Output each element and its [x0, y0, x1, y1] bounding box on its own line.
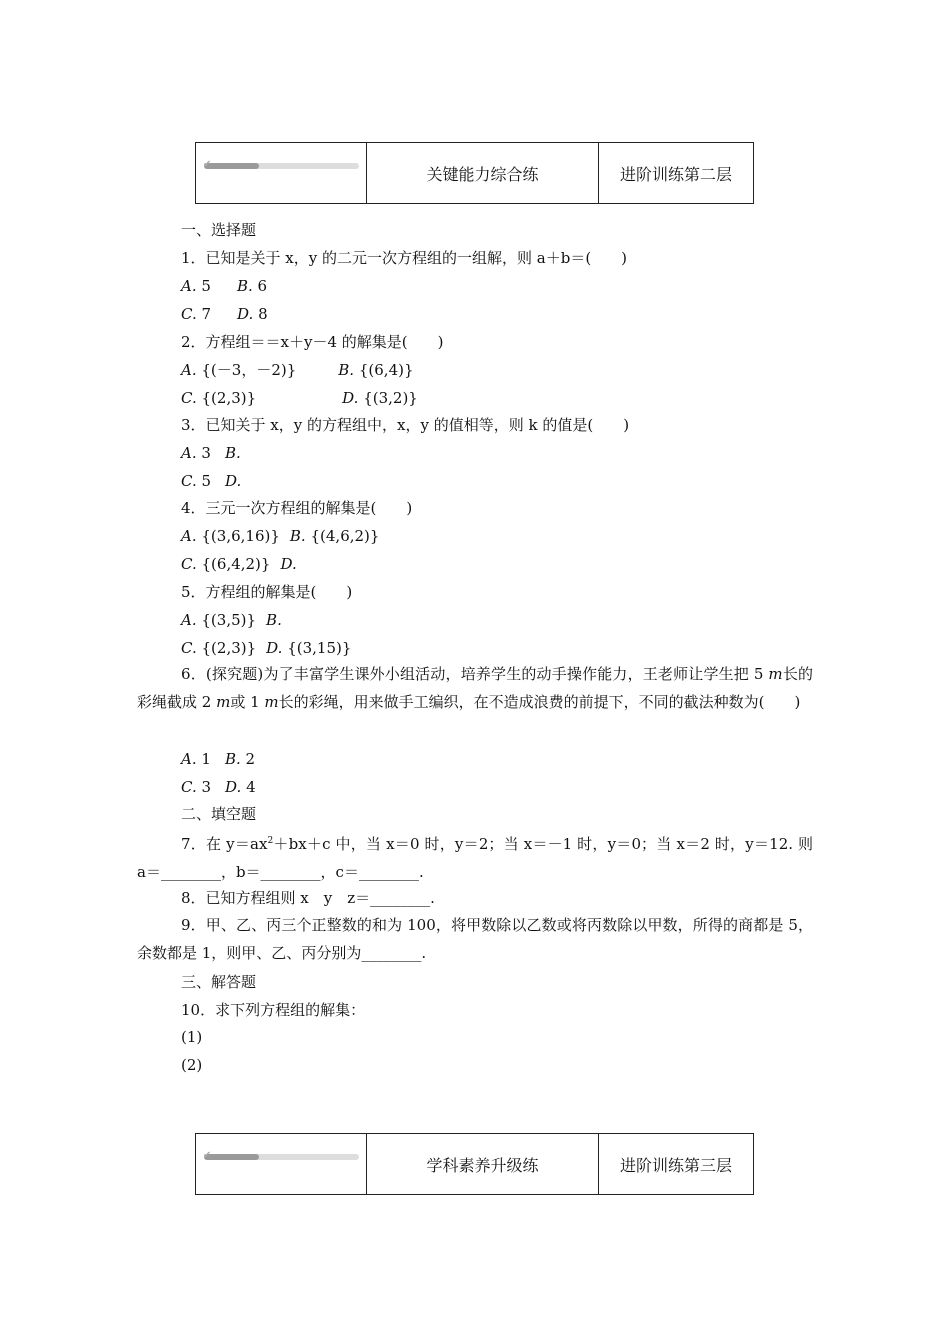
question-2: 2．方程组＝＝x＋y－4 的解集是( ) — [181, 333, 444, 351]
q5-options-ab: A. {(3,5)} B. — [181, 611, 282, 629]
question-10: 10．求下列方程组的解集： — [181, 1001, 366, 1019]
question-6: 6．(探究题)为了丰富学生课外小组活动，培养学生的动手操作能力，王老师让学生把 5 m长的彩绳截成 2 m或 1 m长的彩绳，用来做手工编织，在不造成浪费的前提下，不同的截法种数为( ) — [137, 665, 813, 711]
q4-options-ab: A. {(3,6,16)} B. {(4,6,2)} — [181, 527, 380, 545]
question-7: 7．在 $y=ax^2+bx+c$ 中，当 x＝0 时，y＝2；当 x＝－1 时，y＝0；当 x＝2 时，y＝12. 则 a＝________，b＝________，c＝________. — [137, 835, 813, 881]
q2-options-ab: A. {(－3，－2)} B. {(6,4)} — [181, 361, 414, 379]
q2-options-cd: C. {(2,3)} D. {(3,2)} — [181, 389, 418, 407]
q6-options-ab: A. 1 B. 2 — [181, 750, 256, 768]
section-header-table — [195, 1133, 754, 1195]
question-4: 4．三元一次方程组的解集是( ) — [181, 499, 413, 517]
q10-part-1: (1) — [181, 1028, 203, 1046]
question-8: 8．已知方程组则 x y z＝________. — [181, 889, 435, 907]
header-title: 关键能力综合练 — [367, 143, 599, 203]
section-header-table — [195, 142, 754, 204]
section-heading: 一、选择题 — [181, 221, 257, 239]
q10-part-2: (2) — [181, 1056, 203, 1074]
question-3: 3．已知关于 x，y 的方程组中，x，y 的值相等，则 k 的值是( ) — [181, 416, 630, 434]
section-heading: 三、解答题 — [181, 973, 257, 991]
header-level: 进阶训练第二层 — [619, 164, 732, 184]
q4-options-cd: C. {(6,4,2)} D. — [181, 555, 297, 573]
header-progress-cell — [196, 143, 367, 203]
check-icon: ✔ — [203, 159, 212, 170]
header-level: 进阶训练第三层 — [619, 1155, 732, 1175]
question-1: 1．已知是关于 x，y 的二元一次方程组的一组解，则 a＋b＝( ) — [181, 249, 628, 267]
q3-options-cd: C. 5 D. — [181, 472, 242, 490]
q1-options-ab: A. 5 B. 6 — [181, 277, 268, 295]
q5-options-cd: C. {(2,3)} D. {(3,15)} — [181, 639, 352, 657]
question-9: 9．甲、乙、丙三个正整数的和为 100，将甲数除以乙数或将丙数除以甲数，所得的商都是 5，余数都是 1，则甲、乙、丙分别为________. — [137, 916, 813, 962]
progress-bar — [203, 1150, 359, 1161]
q3-options-ab: A. 3 B. — [181, 444, 241, 462]
question-5: 5．方程组的解集是( ) — [181, 583, 353, 601]
section-heading: 二、填空题 — [181, 805, 257, 823]
header-progress-cell — [196, 1134, 367, 1194]
q1-options-cd: C. 7 D. 8 — [181, 305, 268, 323]
check-icon: ✔ — [203, 1150, 212, 1161]
header-title: 学科素养升级练 — [367, 1134, 599, 1194]
progress-bar — [203, 159, 359, 170]
q6-options-cd: C. 3 D. 4 — [181, 778, 256, 796]
